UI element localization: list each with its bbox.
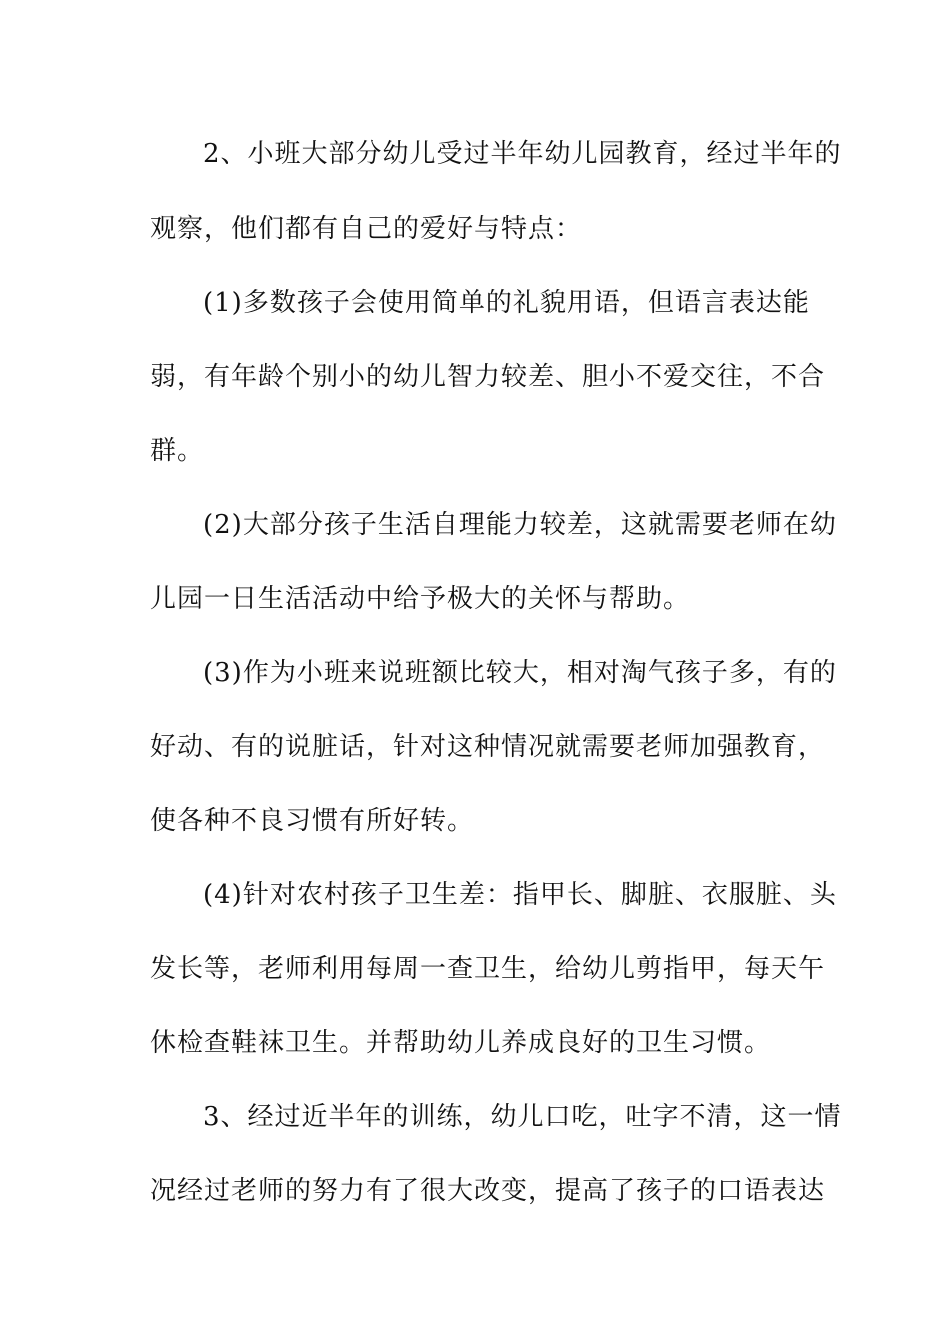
paragraph-1-line-1: 2、小班大部分幼儿受过半年幼儿园教育，经过半年的 xyxy=(203,139,842,169)
paragraph-6-line-1: 3、经过近半年的训练，幼儿口吃，吐字不清，这一情 xyxy=(203,1102,842,1132)
paragraph-1-line-2: 观察，他们都有自己的爱好与特点： xyxy=(150,214,583,244)
paragraph-3-line-2: 儿园一日生活活动中给予极大的关怀与帮助。 xyxy=(150,584,691,614)
paragraph-2-line-1: (1)多数孩子会使用简单的礼貌用语，但语言表达能 xyxy=(203,288,810,318)
paragraph-5-line-3: 休检查鞋袜卫生。并帮助幼儿养成良好的卫生习惯。 xyxy=(150,1028,772,1058)
paragraph-2-line-3: 群。 xyxy=(150,436,205,466)
paragraph-5-line-2: 发长等，老师利用每周一查卫生，给幼儿剪指甲，每天午 xyxy=(150,954,826,984)
paragraph-4-line-1: (3)作为小班来说班额比较大，相对淘气孩子多，有的 xyxy=(203,658,837,688)
paragraph-5-line-1: (4)针对农村孩子卫生差：指甲长、脚脏、衣服脏、头 xyxy=(203,880,837,910)
paragraph-4-line-2: 好动、有的说脏话，针对这种情况就需要老师加强教育， xyxy=(150,732,826,762)
paragraph-3-line-1: (2)大部分孩子生活自理能力较差，这就需要老师在幼 xyxy=(203,510,837,540)
paragraph-6-line-2: 况经过老师的努力有了很大改变，提高了孩子的口语表达 xyxy=(150,1176,826,1206)
paragraph-2-line-2: 弱，有年龄个别小的幼儿智力较差、胆小不爱交往，不合 xyxy=(150,362,826,392)
paragraph-4-line-3: 使各种不良习惯有所好转。 xyxy=(150,806,475,836)
